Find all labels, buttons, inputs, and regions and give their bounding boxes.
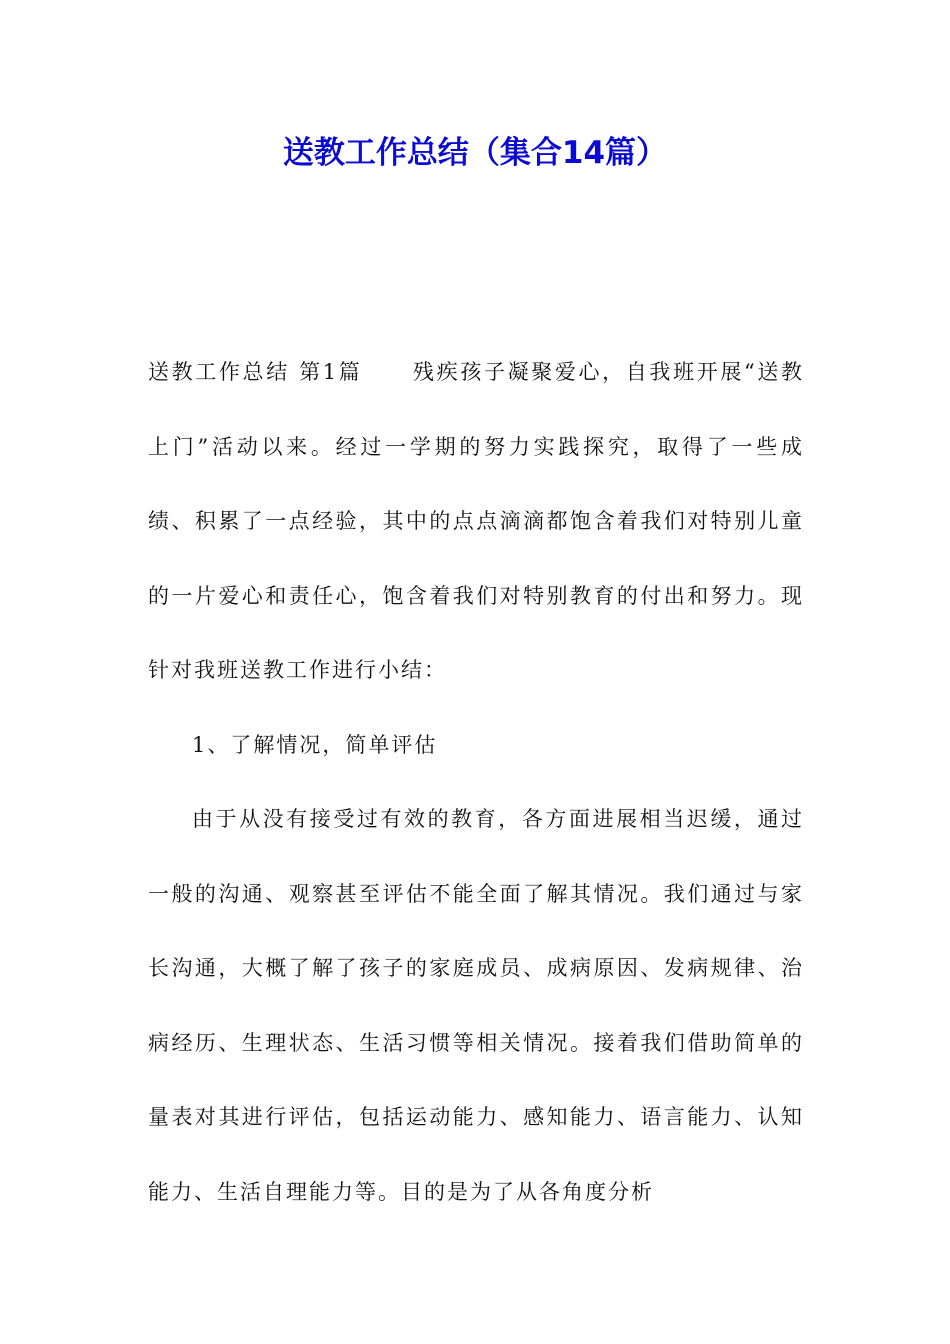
document-body <box>148 335 804 1229</box>
section-label: 送教工作总结 第1篇 <box>148 360 363 384</box>
paragraph-1-text: 残疾孩子凝聚爱心，自我班开展“送教上门”活动以来。经过一学期的努力实践探究，取得了一些成绩、积累了一点经验，其中的点点滴滴都饱含着我们对特别儿童的一片爱心和责任心，饱含着我们对特别教育的付出和努力。现针对我班送教工作进行小结： <box>148 360 804 682</box>
document-title: 送教工作总结（集合14篇） <box>282 135 668 171</box>
intro-paragraph <box>148 335 804 708</box>
paragraph-2: 由于从没有接受过有效的教育，各方面进展相当迟缓，通过一般的沟通、观察甚至评估不能全面了解其情况。我们通过与家长沟通，大概了解了孩子的家庭成员、成病原因、发病规律、治病经历、生理状态、生活习惯等相关情况。接着我们借助简单的量表对其进行评估，包括运动能力、感知能力、语言能力、认知能力、生活自理能力等。目的是为了从各角度分析 <box>148 807 804 1204</box>
subheading-1: 1、了解情况，简单评估 <box>192 732 438 757</box>
